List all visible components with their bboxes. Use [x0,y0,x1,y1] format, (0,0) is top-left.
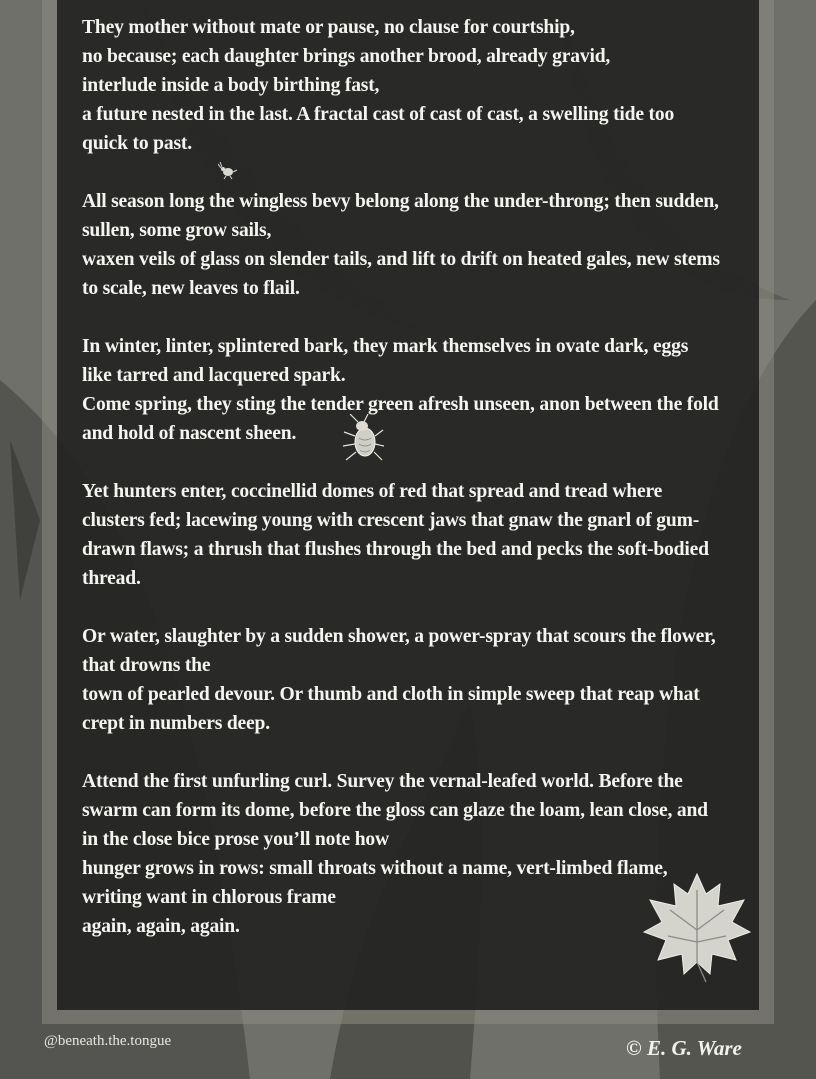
copyright-signature: © E. G. Ware [626,1036,742,1060]
poem-line: Or water, slaughter by a sudden shower, a power-spray that scours the flower, that drowns the [82,626,716,676]
poem-line: no because; each daughter brings another brood, already gravid, [82,46,611,67]
poem-line: a future nested in the last. A fractal cast of cast of cast, a swelling tide too quick to past. [82,104,675,154]
aphid-illustration-icon [342,414,384,462]
poem-line: again, again, again. [82,916,240,937]
author-handle: @beneath.the.tongue [44,1033,172,1049]
stanza [82,477,722,593]
poem-line: interlude inside a body birthing fast, [82,75,380,96]
poem-line: town of pearled devour. Or thumb and cloth in simple sweep that reap what crept in numbers deep. [82,684,700,734]
poem-line: waxen veils of glass on slender tails, and lift to drift on heated gales, new stems to scale, new leaves to flail. [82,249,720,299]
leaf-illustration-icon [640,870,754,984]
small-aphid-icon [218,162,238,180]
stanza [82,767,722,941]
poem-line: hunger grows in rows: small throats without a name, vert-limbed flame, writing want in chlorous frame [82,858,668,908]
poem-line: Come spring, they sting the tender green afresh unseen, anon between the fold and hold of nascent sheen. [82,394,719,444]
poem-line: They mother without mate or pause, no clause for courtship, [82,17,575,38]
stanza [82,332,722,448]
poem-line: All season long the wingless bevy belong along the under-throng; then sudden, sullen, some grow sails, [82,191,719,241]
poem-text [82,13,722,941]
stanza [82,187,722,303]
stanza [82,622,722,738]
poem-line: Attend the first unfurling curl. Survey the vernal-leafed world. Before the swarm can form its dome, before the gloss can glaze the loam, lean close, and in the close bice prose you’ll note how [82,771,708,850]
poem-line: In winter, linter, splintered bark, they mark themselves in ovate dark, eggs like tarred and lacquered spark. [82,336,689,386]
poem-line: Yet hunters enter, coccinellid domes of red that spread and tread where clusters fed; lacewing young with crescent jaws that gnaw the gnarl of gum-drawn flaws; a thrush that flushes through the bed and pecks the soft-bodied thread. [82,481,709,589]
stanza [82,13,722,158]
